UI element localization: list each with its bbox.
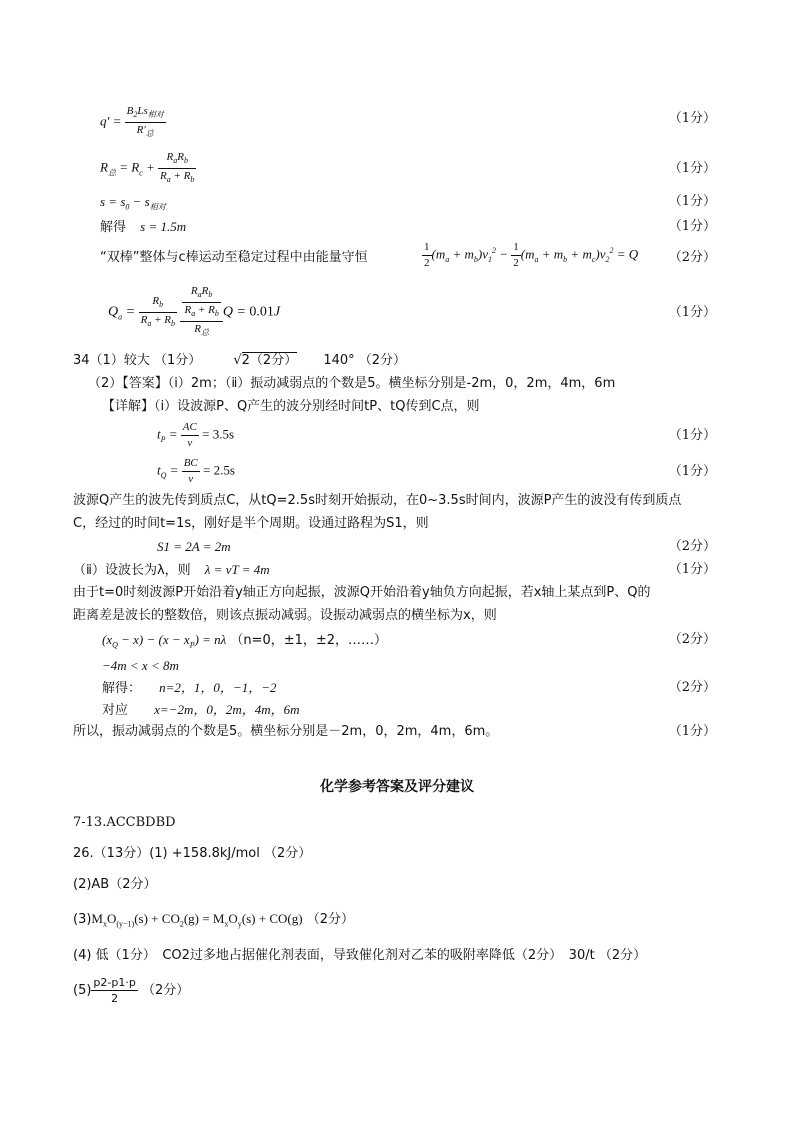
q34-angle: 140° （2分）: [323, 353, 407, 368]
chem-frac-denominator: 2: [111, 992, 119, 1005]
score-label: （1分）: [668, 464, 716, 479]
range-line: −4m < x < 8m: [102, 658, 179, 673]
equation-qa: $Q_a$ = $\frac{R_b}{R_a + R_b}$ $R_aR_b$ $R_a + R_b$ $R_总$ Q = 0.01J: [108, 285, 281, 338]
lambda-line: [73, 561, 270, 580]
equation-s1: S1 = 2A = 2m: [157, 539, 231, 554]
q34-detail: 【详解】（ⅰ）设波源P、Q产生的波分别经时间tP、tQ传到C点，则: [102, 399, 480, 414]
solve-s-line: [100, 218, 186, 237]
q34-part2: （2）【答案】（ⅰ）2m；（ⅱ）振动减弱点的个数是5。横坐标分别是-2m，0，2m，4m，6m: [88, 376, 616, 391]
q34-part1: 34（1）较大 （1分） √2（2分） 140° （2分）: [73, 353, 407, 368]
score-label: （2分）: [668, 539, 716, 554]
equation-q-prime: q′ = $B_2Ls_{相对}$ $R'_总$: [100, 105, 164, 139]
solve-value: s = 1.5m: [140, 219, 187, 234]
solve-n-values: n=2，1，0，−1，−2: [159, 680, 277, 695]
score-label: （1分）: [668, 111, 716, 126]
solve-word: 解得: [100, 220, 127, 235]
corr-label: 对应: [102, 703, 129, 718]
solve-n-label: 解得：: [102, 681, 142, 696]
corr-line: [102, 701, 300, 720]
paragraph-line: 距离差是波长的整数倍，则该点振动减弱。设振动减弱点的横坐标为x，则: [73, 608, 497, 623]
lambda-value: λ = vT = 4m: [204, 562, 270, 577]
energy-equation: $\frac{1}{2}$ $(m_a + m_b)v_1^2$ − $\frac{1}{2}$ $(m_a + m_b + m_c)v_2^2 = Q$: [424, 241, 639, 269]
chem-frac-score: （2分）: [141, 983, 190, 998]
chem-frac-prefix: (5): [73, 983, 92, 998]
lambda-text: （ⅱ）设波长为λ，则: [73, 563, 191, 578]
chem-frac-numerator: p2-p1·p: [93, 976, 136, 989]
paragraph-line: 波源Q产生的波先传到质点C，从tQ=2.5s时刻开始振动，在0~3.5s时间内，波源P产生的波没有传到质点: [73, 493, 682, 508]
score-label: （2分）: [668, 632, 716, 647]
paragraph-line: 由于t=0时刻波源P开始沿着y轴正方向起振，波源Q开始沿着y轴负方向起振，若x轴上某点到P、Q的: [73, 585, 651, 600]
equation-path-diff: $(x_Q - x) - (x - x_P) = n\lambda$ （n=0，±1，±2，……）: [102, 632, 388, 650]
equation-tq: $t_Q$ = $\frac{BC}{v}$ = 2.5s: [157, 457, 235, 485]
n-values: （n=0，±1，±2，……）: [230, 633, 388, 648]
section-heading: 化学参考答案及评分建议: [320, 779, 474, 795]
energy-text: “双棒”整体与c棒运动至稳定过程中由能量守恒: [100, 250, 368, 265]
solve-n-line: [102, 679, 276, 698]
equation-s: $s = s_0 - s_{相对}$: [100, 194, 166, 212]
chem-equation-line: $(3)M_xO_{(y-1)}(s) + CO_2(g) = M_xO_y(s) + CO(g)$ （2分）: [73, 911, 354, 929]
score-label: （1分）: [668, 428, 716, 443]
score-label: （1分）: [668, 161, 716, 176]
paragraph-line: C，经过的时间t=1s，刚好是半个周期。设通过路程为S1，则: [73, 516, 429, 531]
score-label: （1分）: [668, 562, 716, 577]
chem-answer-line: 26.（13分）(1) +158.8kJ/mol （2分）: [73, 846, 312, 861]
equation-tp: $t_P$ = $\frac{AC}{v}$ = 3.5s: [157, 421, 234, 449]
chem-fraction-line: [73, 975, 189, 1006]
chem-eq-prefix: (3): [73, 912, 92, 927]
score-label: （2分）: [668, 250, 716, 265]
equation-r-total: $R_总 = R_c$ + $R_aR_b$ $R_a + R_b$: [100, 151, 195, 185]
q34-answer: 34（1）较大 （1分）: [73, 353, 202, 368]
conclusion-line: 所以，振动减弱点的个数是5。横坐标分别是－2m，0，2m，4m，6m。: [73, 724, 499, 739]
score-label: （1分）: [668, 219, 716, 234]
corr-values: x=−2m，0，2m，4m，6m: [154, 702, 300, 717]
score-label: （1分）: [668, 724, 716, 739]
chem-answer-line: 7-13.ACCBDBD: [73, 815, 176, 830]
chem-answer-line: (2)AB（2分）: [73, 877, 157, 892]
score-label: （2分）: [668, 680, 716, 695]
score-label: （1分）: [668, 305, 716, 320]
chem-answer-line: (4) 低（1分） CO2过多地占据催化剂表面，导致催化剂对乙苯的吸附率降低（2分） 30/t （2分）: [73, 948, 647, 963]
chem-eq-score: （2分）: [306, 912, 354, 927]
q34-sqrt: 2（2分）: [241, 353, 298, 368]
score-label: （1分）: [668, 194, 716, 209]
